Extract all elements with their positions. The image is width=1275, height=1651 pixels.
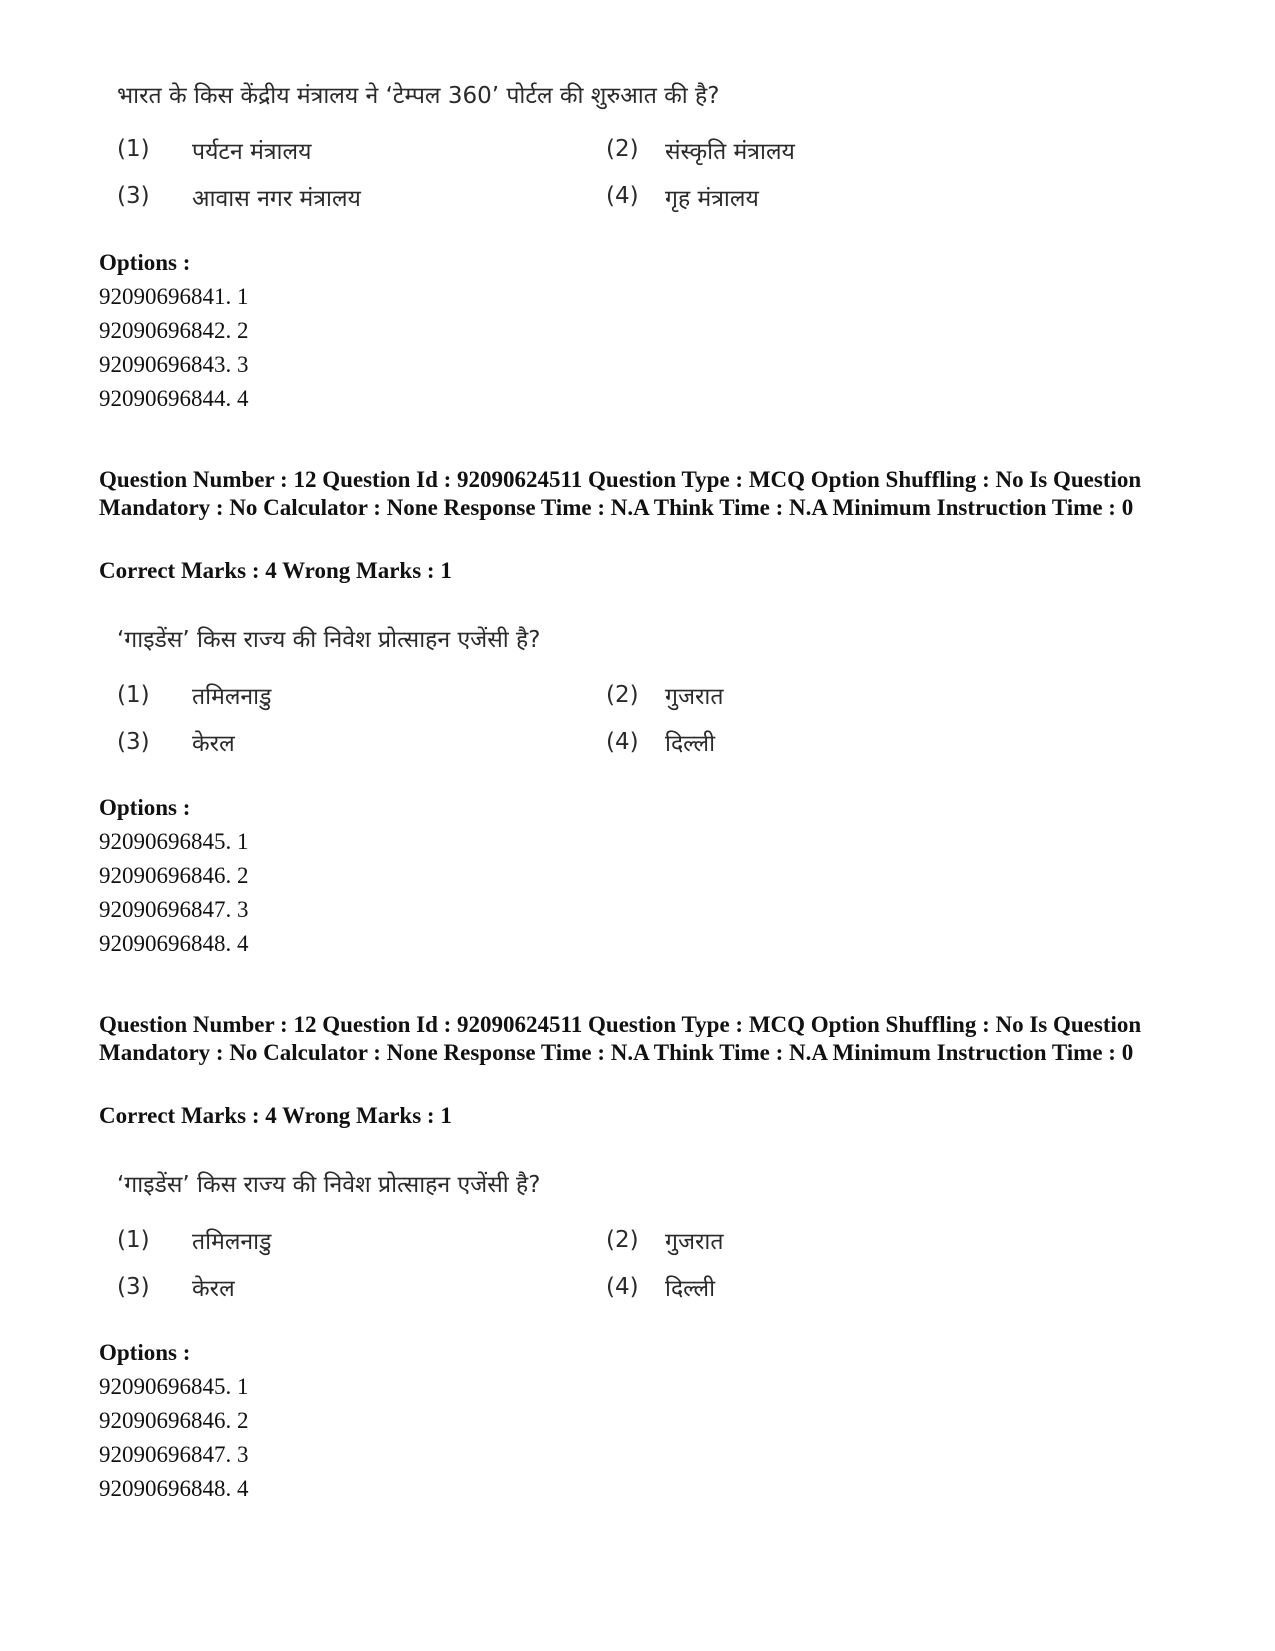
option-item: 92090696844. 4 xyxy=(99,386,249,411)
choice-number: (2) xyxy=(606,1227,639,1253)
choice-number: (4) xyxy=(606,729,639,755)
option-item: 92090696846. 2 xyxy=(99,863,249,888)
choice-text: गृह मंत्रालय xyxy=(665,186,759,212)
choice-number: (2) xyxy=(606,682,639,708)
option-item: 92090696848. 4 xyxy=(99,931,249,956)
choice-number: (1) xyxy=(117,136,150,162)
option-item: 92090696842. 2 xyxy=(99,318,249,343)
options-label: Options : xyxy=(99,795,191,820)
question-text: भारत के किस केंद्रीय मंत्रालय ने ‘टेम्पल 360’ पोर्टल की शुरुआत की है? xyxy=(117,83,720,109)
choice-text: गुजरात xyxy=(665,1229,724,1255)
choice-number: (4) xyxy=(606,1274,639,1300)
choice-text: तमिलनाडु xyxy=(192,1229,272,1255)
choice-text: केरल xyxy=(192,1276,235,1302)
option-item: 92090696841. 1 xyxy=(99,284,249,309)
option-item: 92090696845. 1 xyxy=(99,1374,249,1399)
choice-number: (2) xyxy=(606,136,639,162)
choice-text: गुजरात xyxy=(665,684,724,710)
marks-line: Correct Marks : 4 Wrong Marks : 1 xyxy=(99,1103,452,1128)
choice-text: पर्यटन मंत्रालय xyxy=(192,139,312,165)
question-meta: Question Number : 12 Question Id : 92090624511 Question Type : MCQ Option Shuffling : No Is Question Mandatory : No Calculator : None Response Time : N.A Think Time : N.A Minimum Instruction Time : 0 xyxy=(99,1012,1142,1065)
question-text: ‘गाइडेंस’ किस राज्य की निवेश प्रोत्साहन एजेंसी है? xyxy=(117,627,541,653)
choice-number: (4) xyxy=(606,183,639,209)
choice-number: (3) xyxy=(117,1274,150,1300)
option-item: 92090696843. 3 xyxy=(99,352,249,377)
question-text: ‘गाइडेंस’ किस राज्य की निवेश प्रोत्साहन एजेंसी है? xyxy=(117,1172,541,1198)
choice-text: संस्कृति मंत्रालय xyxy=(665,139,795,165)
options-label: Options : xyxy=(99,250,191,275)
choice-text: आवास नगर मंत्रालय xyxy=(192,186,361,212)
choice-number: (1) xyxy=(117,682,150,708)
choice-number: (3) xyxy=(117,183,150,209)
question-meta: Question Number : 12 Question Id : 92090624511 Question Type : MCQ Option Shuffling : No Is Question Mandatory : No Calculator : None Response Time : N.A Think Time : N.A Minimum Instruction Time : 0 xyxy=(99,467,1142,520)
choice-number: (1) xyxy=(117,1227,150,1253)
option-item: 92090696848. 4 xyxy=(99,1476,249,1501)
choice-text: दिल्ली xyxy=(665,731,716,757)
marks-line: Correct Marks : 4 Wrong Marks : 1 xyxy=(99,558,452,583)
choice-text: केरल xyxy=(192,731,235,757)
choice-text: दिल्ली xyxy=(665,1276,716,1302)
option-item: 92090696847. 3 xyxy=(99,1442,249,1467)
option-item: 92090696847. 3 xyxy=(99,897,249,922)
option-item: 92090696846. 2 xyxy=(99,1408,249,1433)
choice-text: तमिलनाडु xyxy=(192,684,272,710)
options-label: Options : xyxy=(99,1340,191,1365)
option-item: 92090696845. 1 xyxy=(99,829,249,854)
choice-number: (3) xyxy=(117,729,150,755)
